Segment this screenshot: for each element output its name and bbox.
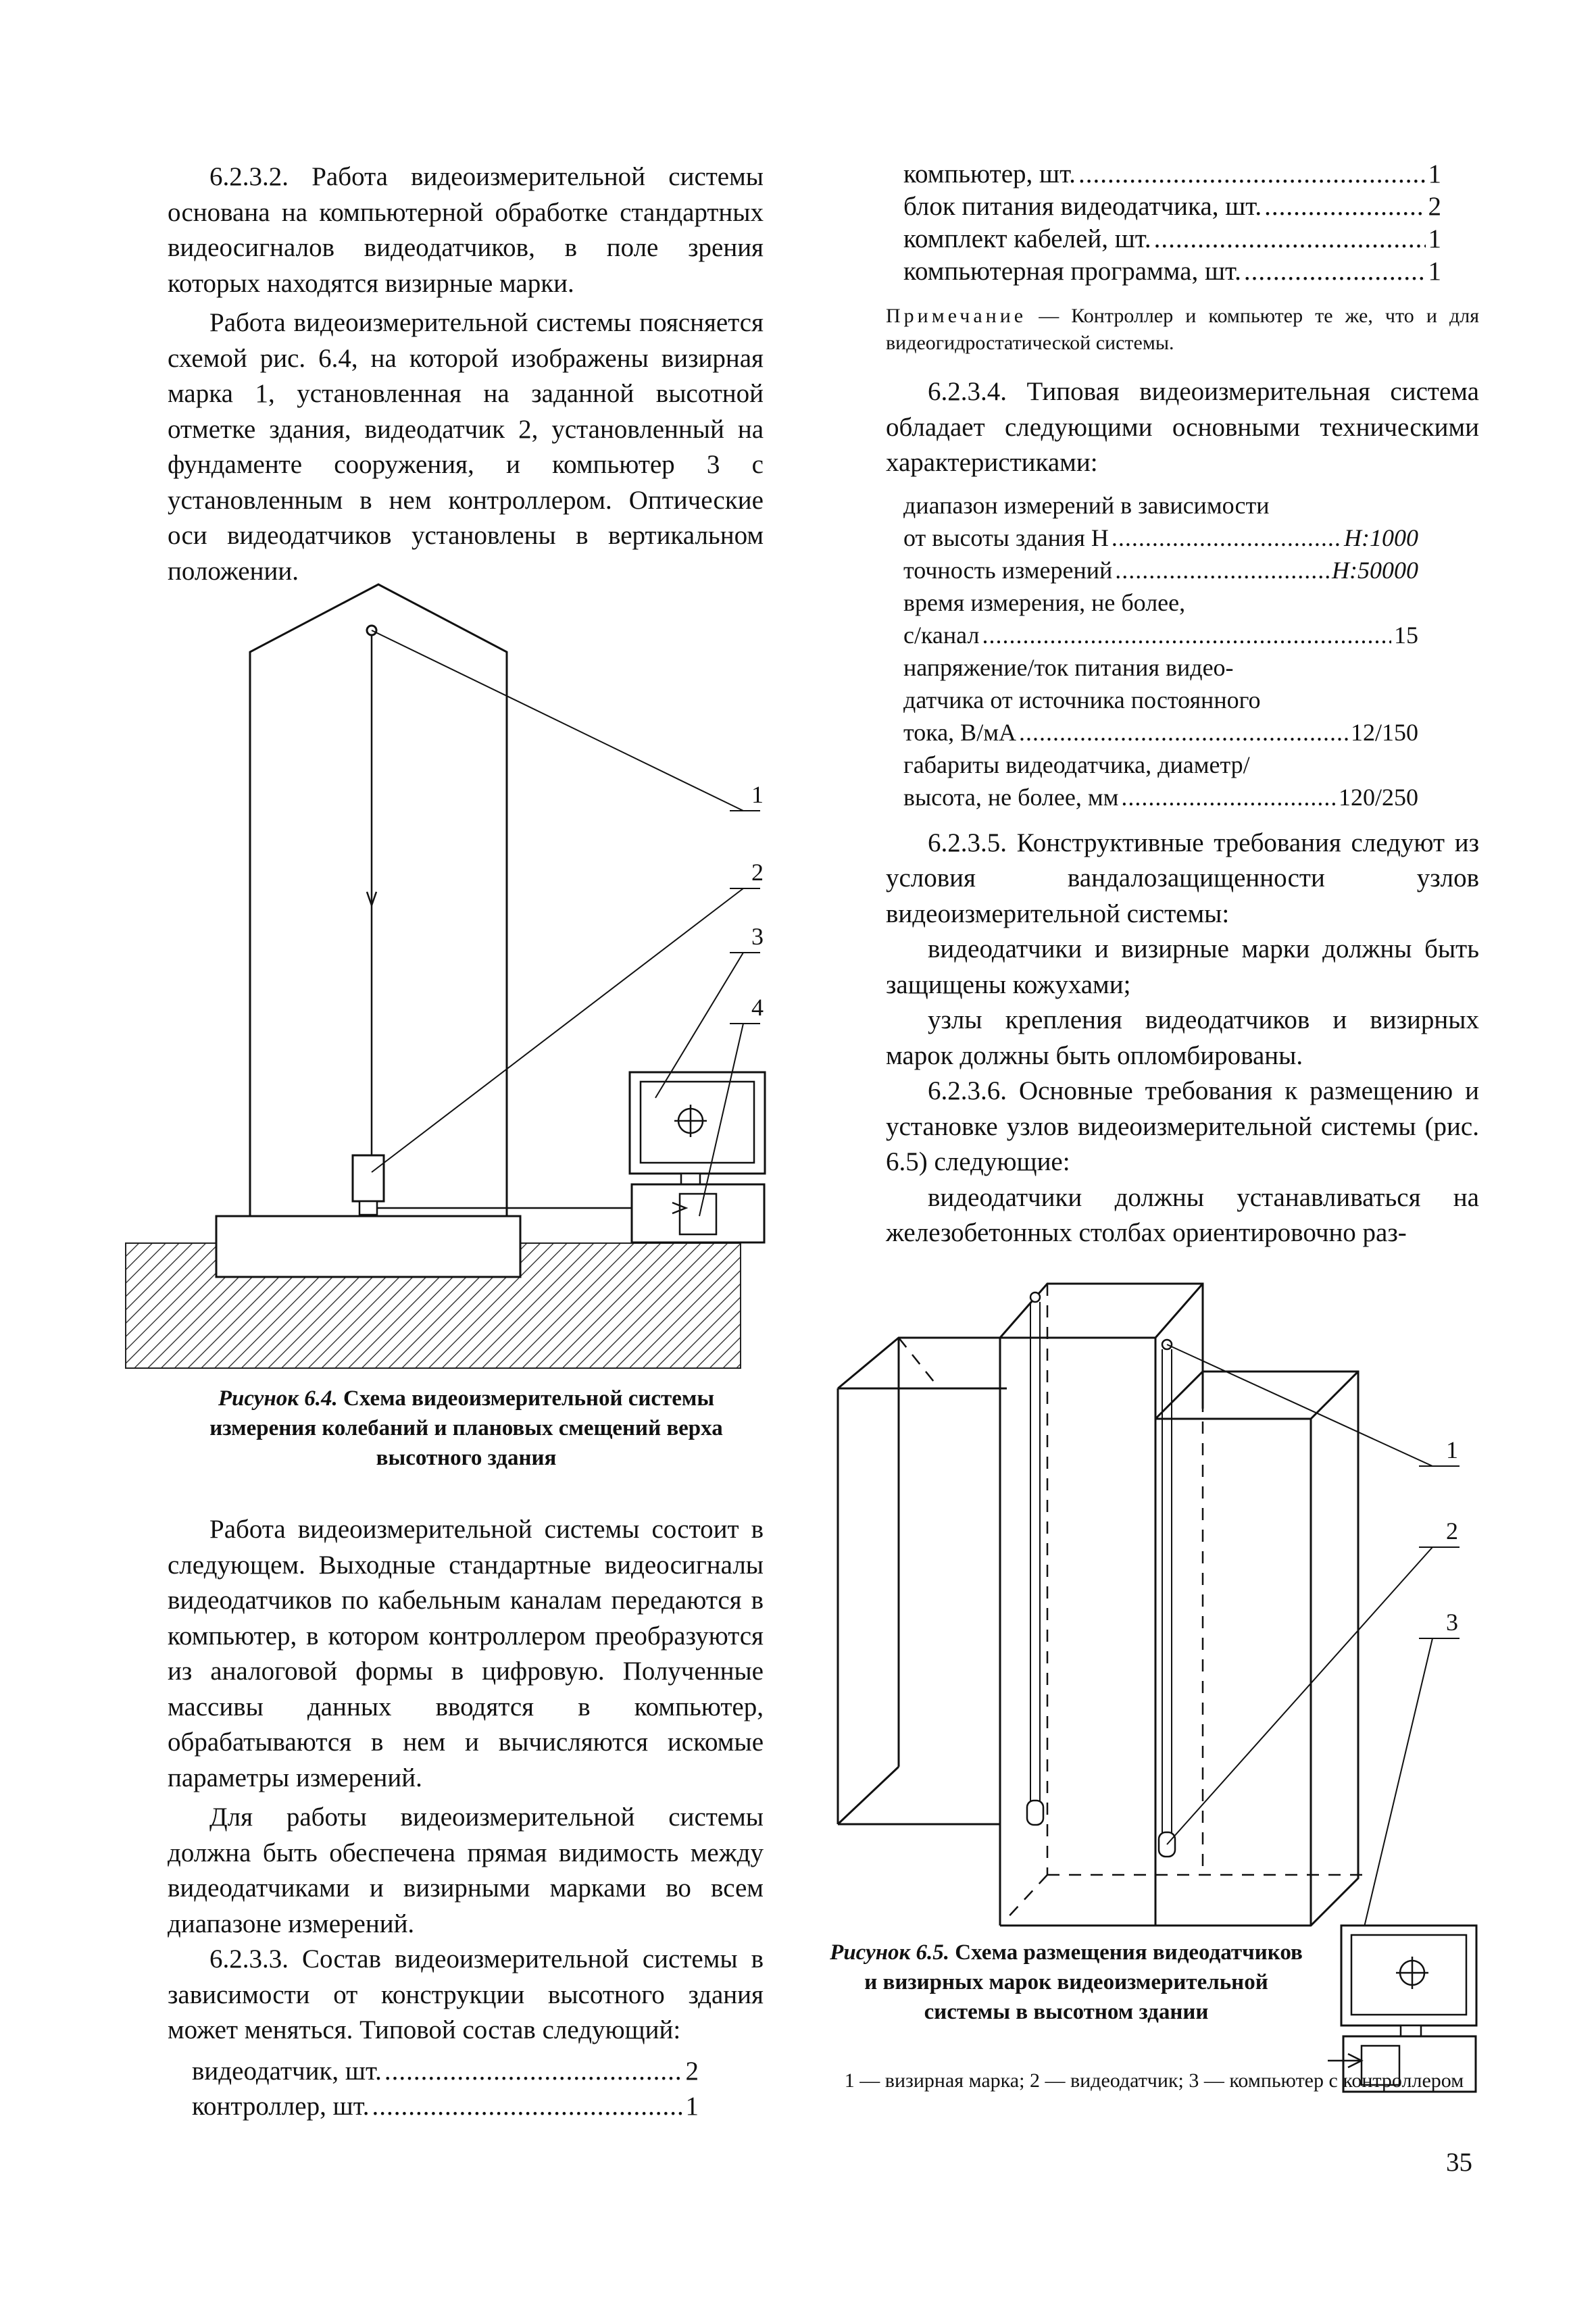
caption-text: Схема размещения видеодатчиков и визирных марок видеоизмерительной системы в высотном здании [864, 1940, 1303, 2024]
paragraph: видеодатчики и визирные марки должны быть защищены кожухами; [886, 934, 1479, 999]
building-outline [250, 584, 507, 1216]
callout-2: 2 [751, 859, 764, 886]
list-item: комплект кабелей, шт. ..... 1 [903, 223, 1441, 255]
callout-4: 4 [751, 994, 764, 1021]
spec-line: габариты видеодатчика, диаметр/ [903, 751, 1250, 778]
list-item: видеодатчик, шт. ..... 2 [192, 2054, 699, 2090]
caption-label: Рисунок 6.4. [218, 1386, 338, 1411]
paragraph: 6.2.3.2. Работа видеоизмерительной системы основана на компьютерной обработке стандартных видеосигналов видеодатчиков, в поле зрения которых находятся визирные марки. [168, 162, 764, 298]
spec-line: время измерения, не более, [903, 588, 1186, 616]
paragraph: 6.2.3.3. Состав видеоизмерительной системы в зависимости от конструкции высотного здания может меняться. Типовой состав следующий: [168, 1944, 764, 2044]
left-column-bottom [168, 1512, 764, 2125]
spec-line: датчика от источника постоянного [903, 686, 1261, 713]
list-item: контроллер, шт. ..... 1 [192, 2089, 699, 2125]
composition-list [168, 2054, 764, 2125]
page-number: 35 [1446, 2148, 1472, 2177]
callout-2: 2 [1446, 1517, 1458, 1544]
note: Примечание — Контроллер и компьютер те же, что и для видеогидростатической системы. [886, 305, 1479, 354]
spec-item: высота, не более, мм ..... 120/250 [903, 781, 1418, 813]
caption-label: Рисунок 6.5. [830, 1940, 950, 1965]
caption-text: Схема видеоизмерительной системы измерения колебаний и плановых смещений верха высотного здания [209, 1386, 723, 1470]
figure-6-4-caption [169, 1384, 764, 1473]
callout-1: 1 [751, 781, 764, 808]
list-item: компьютерная программа, шт. ..... 1 [903, 255, 1441, 288]
list-item: компьютер, шт. ..... 1 [903, 158, 1441, 191]
target-mark [1030, 1292, 1040, 1302]
figure-6-5-caption [830, 1938, 1303, 2027]
spec-line: диапазон измерений в зависимости [903, 491, 1270, 519]
spec-list [886, 489, 1479, 813]
controller [680, 1194, 716, 1234]
foundation [216, 1216, 520, 1277]
paragraph: 6.2.3.6. Основные требования к размещению и установке узлов видеоизмерительной системы (рис. 6.5) следующие: [886, 1076, 1479, 1176]
left-wing [838, 1338, 1007, 1388]
paragraph: узлы крепления видеодатчиков и визирных марок должны быть опломбированы. [886, 1005, 1479, 1070]
composition-list-cont [886, 158, 1479, 288]
callout-1: 1 [1446, 1436, 1458, 1463]
right-block [1000, 1372, 1358, 1926]
figure-6-5-legend: 1 — визирная марка; 2 — видеодатчик; 3 — компьютер с контроллером [844, 2069, 1464, 2092]
callout-3: 3 [1446, 1609, 1458, 1636]
paragraph: Для работы видеоизмерительной системы должна быть обеспечена прямая видимость между видеодатчиками и визирными марками во всем диапазоне измерений. [168, 1803, 764, 1938]
spec-item: с/канал ..... 15 [903, 619, 1418, 651]
figure-6-4-diagram [122, 578, 784, 1382]
video-sensor [1027, 1801, 1175, 1857]
left-column-top [168, 159, 764, 589]
spec-line: напряжение/ток питания видео- [903, 653, 1234, 681]
paragraph: видеодатчики должны устанавливаться на железобетонных столбах ориентировочно раз- [886, 1182, 1479, 1247]
spec-item: от высоты здания H ..... H:1000 [903, 522, 1418, 554]
spec-item: тока, В/мА ..... 12/150 [903, 716, 1418, 749]
right-column-top [886, 158, 1479, 1251]
spec-item: точность измерений ..... H:50000 [903, 554, 1418, 586]
paragraph: Работа видеоизмерительной системы поясняется схемой рис. 6.4, на которой изображены визирная марка 1, установленная на заданной высотной отметке здания, видеодатчик 2, установленный на фундаменте сооружения, и компьютер 3 с установленным в нем контроллером. Оптические оси видеодатчиков установлены в вертикальном положении. [168, 308, 764, 586]
paragraph: 6.2.3.5. Конструктивные требования следуют из условия вандалозащищенности узлов видеоизмерительной системы: [886, 828, 1479, 928]
list-item: блок питания видеодатчика, шт. ..... 2 [903, 191, 1441, 223]
paragraph: 6.2.3.4. Типовая видеоизмерительная система обладает следующими основными техническими характеристиками: [886, 377, 1479, 477]
paragraph: Работа видеоизмерительной системы состоит в следующем. Выходные стандартные видеосигналы видеодатчиков по кабельным каналам передаются в компьютер, в котором контроллером преобразуются из аналоговой формы в цифровую. Полученные массивы данных вводятся в компьютер, обрабатываются в нем и вычисляются искомые параметры измерений. [168, 1515, 764, 1792]
callout-3: 3 [751, 923, 764, 950]
video-sensor [353, 1155, 384, 1201]
